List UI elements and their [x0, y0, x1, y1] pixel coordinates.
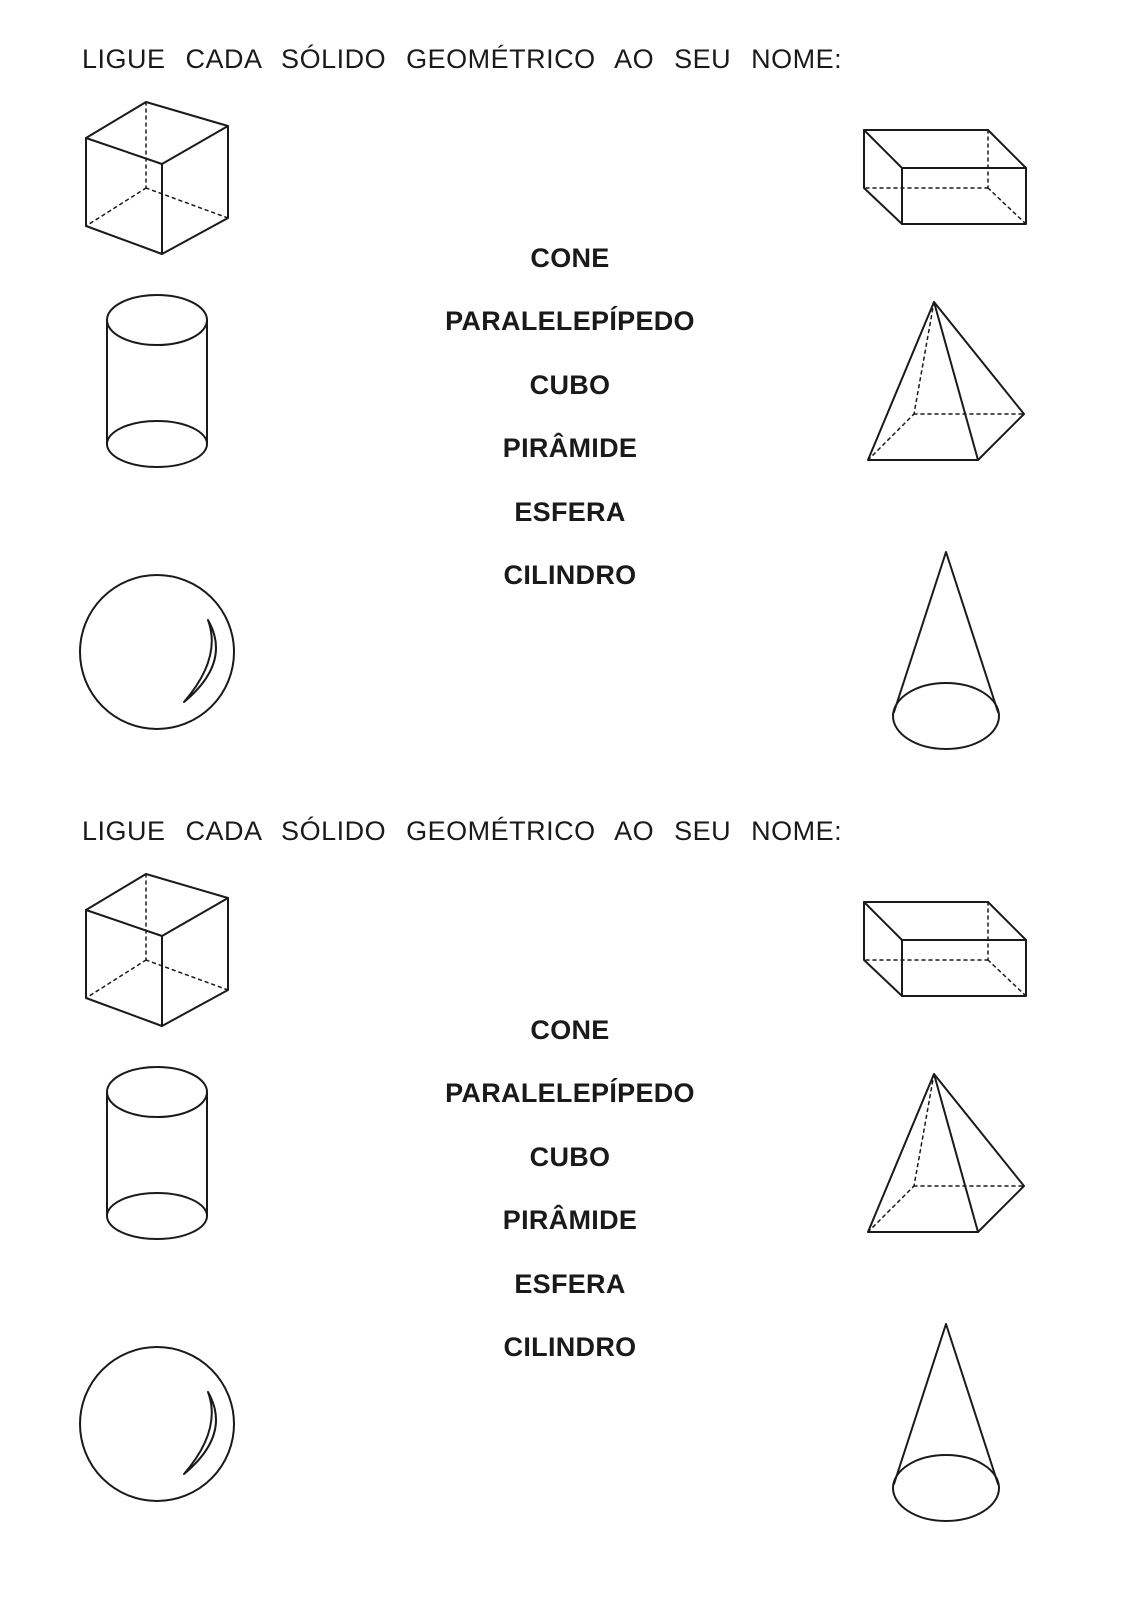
word-paralelepipedo[interactable]: PARALELEPÍPEDO: [445, 306, 695, 337]
pyramid-drawing[interactable]: [862, 1068, 1030, 1238]
instruction-heading: LIGUE CADA SÓLIDO GEOMÉTRICO AO SEU NOME:: [82, 44, 843, 74]
rectangular-prism-drawing[interactable]: [860, 898, 1032, 1002]
sphere-drawing[interactable]: [76, 570, 240, 732]
rectangular-prism-drawing[interactable]: [860, 126, 1032, 230]
word-cubo[interactable]: CUBO: [529, 369, 611, 400]
word-cubo[interactable]: CUBO: [529, 1141, 611, 1172]
sphere-drawing[interactable]: [76, 1342, 240, 1504]
cube-drawing[interactable]: [80, 98, 234, 260]
worksheet-1: [0, 0, 1131, 780]
pyramid-drawing[interactable]: [862, 296, 1030, 466]
word-cone[interactable]: CONE: [530, 243, 610, 273]
word-cilindro[interactable]: CILINDRO: [503, 559, 637, 590]
word-piramide[interactable]: PIRÂMIDE: [502, 433, 638, 464]
word-cone[interactable]: CONE: [530, 1015, 610, 1045]
word-esfera[interactable]: ESFERA: [514, 1268, 626, 1299]
worksheet-2: [0, 772, 1131, 1552]
cube-drawing[interactable]: [80, 870, 234, 1032]
word-list: [420, 238, 720, 618]
word-cilindro[interactable]: CILINDRO: [503, 1331, 637, 1362]
cone-drawing[interactable]: [886, 546, 1006, 756]
word-piramide[interactable]: PIRÂMIDE: [502, 1205, 638, 1236]
word-list: [420, 1010, 720, 1390]
instruction-heading: LIGUE CADA SÓLIDO GEOMÉTRICO AO SEU NOME:: [82, 816, 843, 846]
word-esfera[interactable]: ESFERA: [514, 496, 626, 527]
cylinder-drawing[interactable]: [100, 1062, 214, 1246]
cone-drawing[interactable]: [886, 1318, 1006, 1528]
cylinder-drawing[interactable]: [100, 290, 214, 474]
word-paralelepipedo[interactable]: PARALELEPÍPEDO: [445, 1078, 695, 1109]
